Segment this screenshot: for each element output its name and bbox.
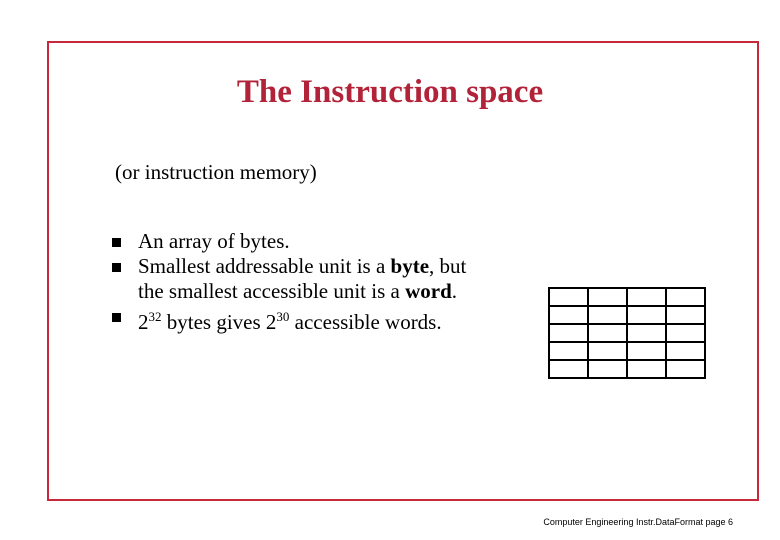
memory-cell: [667, 289, 704, 305]
bullet-bold-term: byte: [390, 254, 430, 278]
bullet-square-icon: [112, 313, 121, 322]
memory-cell: [628, 289, 665, 305]
memory-cell: [628, 343, 665, 359]
memory-cell: [589, 361, 626, 377]
slide-subtitle: (or instruction memory): [115, 160, 317, 184]
memory-cell: [667, 361, 704, 377]
memory-cell: [550, 307, 587, 323]
superscript: 30: [276, 309, 290, 324]
bullet-square-icon: [112, 263, 121, 272]
memory-cell: [628, 361, 665, 377]
bullet-text: [138, 304, 442, 335]
memory-cell: [550, 343, 587, 359]
memory-cell: [550, 325, 587, 341]
memory-cell: [589, 343, 626, 359]
memory-cell: [589, 289, 626, 305]
memory-cell: [550, 289, 587, 305]
bullet-text-part: the smallest accessible unit is a: [138, 279, 406, 303]
superscript: 32: [148, 309, 162, 324]
memory-word-grid: [548, 287, 706, 379]
bullet-square-icon: [112, 238, 121, 247]
memory-cell: [589, 307, 626, 323]
bullet-text: [138, 254, 466, 304]
memory-cell: [589, 325, 626, 341]
bullet-text-part: accessible words.: [289, 310, 442, 334]
bullet-text-part: bytes gives 2: [161, 310, 277, 334]
bullet-text-part: , but: [429, 254, 467, 278]
memory-cell: [550, 361, 587, 377]
slide-title: The Instruction space: [236, 74, 544, 110]
bullet-text-part: 2: [138, 310, 149, 334]
memory-cell: [628, 307, 665, 323]
bullet-bold-term: word: [405, 279, 452, 303]
memory-cell: [667, 307, 704, 323]
memory-cell: [667, 343, 704, 359]
memory-cell: [667, 325, 704, 341]
slide-footer: Computer Engineering Instr.DataFormat page 6: [543, 517, 733, 527]
bullet-text-part: Smallest addressable unit is a: [138, 254, 391, 278]
memory-cell: [628, 325, 665, 341]
bullet-text-part: .: [451, 279, 458, 303]
bullet-text: An array of bytes.: [138, 229, 290, 253]
